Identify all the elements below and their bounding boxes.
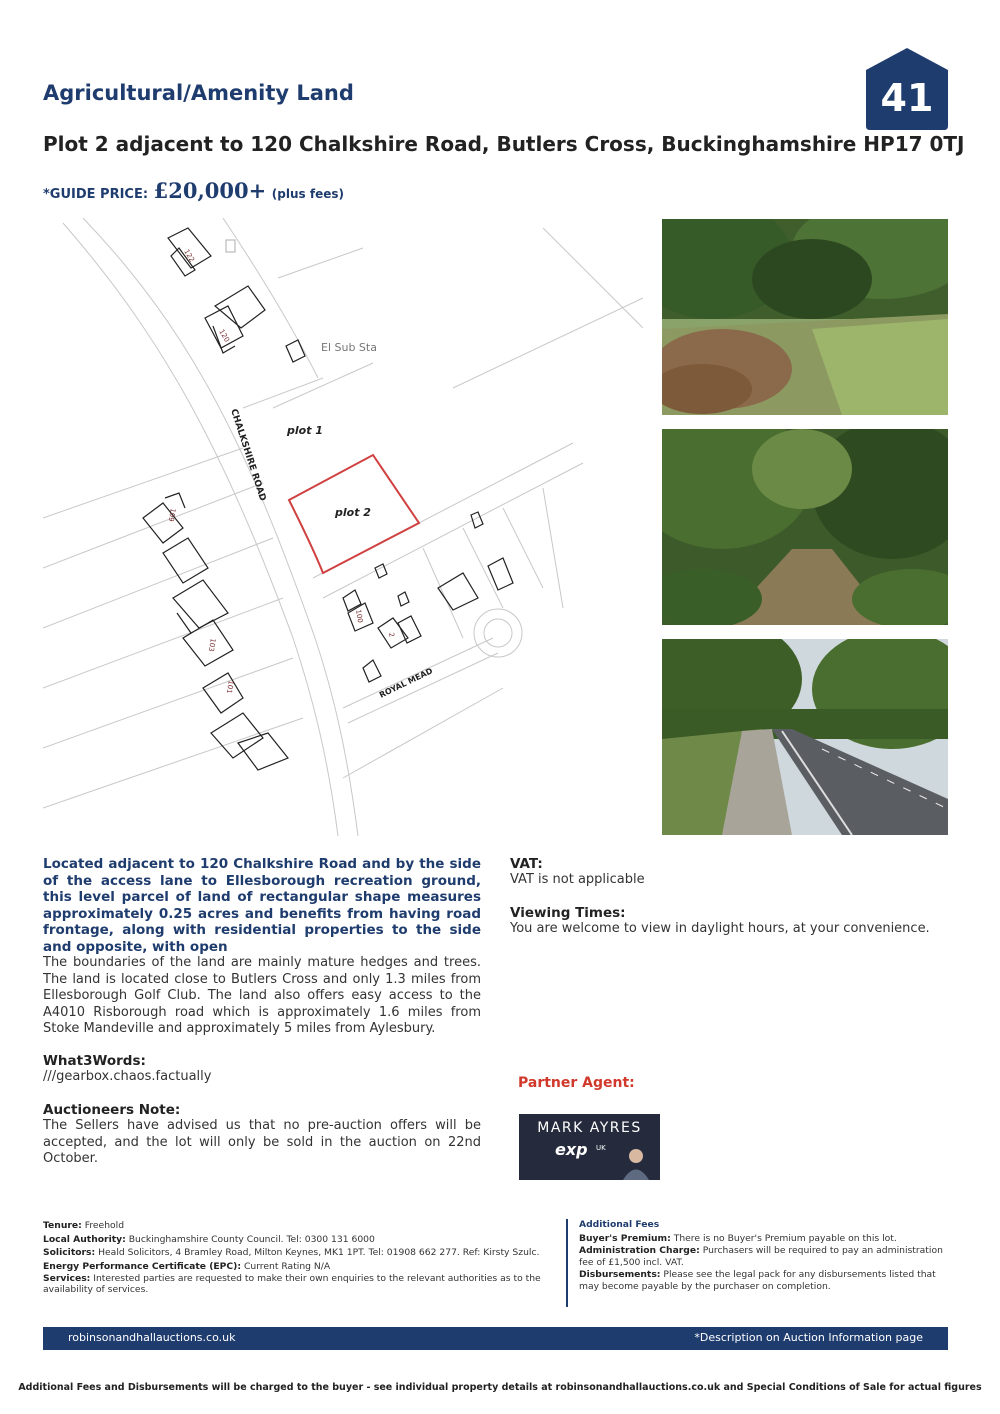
lot-number: 41 (880, 76, 934, 120)
site-plan-map (43, 218, 643, 836)
services-label: Services: (43, 1273, 91, 1284)
agent-portrait-icon (621, 1145, 651, 1180)
lot-number-badge (866, 48, 948, 130)
auctioneers-note-heading: Auctioneers Note: (43, 1102, 181, 1118)
footer-divider (566, 1219, 568, 1307)
fees-title: Additional Fees (579, 1219, 660, 1230)
plot-1-label: plot 1 (287, 424, 323, 437)
additional-fees (579, 1219, 951, 1293)
house-number-109: 109 (166, 507, 177, 523)
road-frontage-photo (662, 639, 948, 835)
house-number-2: 2 (387, 631, 396, 638)
guide-price-amount: £20,000+ (153, 178, 267, 203)
viewing-times-section (510, 905, 950, 938)
admin-value: Purchasers will be required to pay an administration fee of £1,500 incl. VAT. (579, 1245, 943, 1268)
description-note: *Description on Auction Information page (694, 1331, 923, 1344)
house-number-101: 101 (224, 679, 235, 695)
epc-label: Energy Performance Certificate (EPC): (43, 1260, 242, 1272)
authority-label: Local Authority: (43, 1233, 126, 1245)
vat-section (510, 856, 950, 889)
website-link[interactable]: robinsonandhallauctions.co.uk (68, 1331, 236, 1344)
house-number-122: 122 (182, 248, 196, 264)
solicitors-label: Solicitors: (43, 1247, 96, 1258)
plot-2-label: plot 2 (335, 506, 371, 519)
tenure-value: Freehold (84, 1220, 125, 1231)
woodland-path-photo (662, 429, 948, 625)
legal-details (43, 1219, 558, 1295)
auctioneers-note-text: The Sellers have advised us that no pre-auction offers will be accepted, and the lot will only be sold in the auction on 22nd October. (43, 1118, 481, 1166)
disbursements-value: Please see the legal pack for any disbursements listed that may become payable by the purchaser on completion. (579, 1269, 936, 1292)
what3words-heading: What3Words: (43, 1053, 146, 1069)
footer-bar (43, 1327, 948, 1350)
guide-price (43, 178, 344, 203)
solicitors-value: Heald Solicitors, 4 Bramley Road, Milton Keynes, MK1 1PT. Tel: 01908 662 277. Ref: Kirsty Szulc. (98, 1247, 540, 1258)
partner-agent-logo (519, 1114, 660, 1180)
chalkshire-road-label: CHALKSHIRE ROAD (228, 407, 268, 503)
property-category: Agricultural/Amenity Land (43, 81, 354, 105)
vat-heading: VAT: (510, 856, 543, 872)
what3words-section (43, 1053, 481, 1086)
vat-text: VAT is not applicable (510, 872, 645, 887)
logo-brand: exp (555, 1140, 588, 1159)
house-number-120: 120 (217, 328, 231, 344)
guide-price-fees: (plus fees) (271, 187, 344, 201)
epc-value: Current Rating N/A (243, 1260, 331, 1272)
royal-mead-label: ROYAL MEAD (377, 666, 435, 700)
substation-label: El Sub Sta (321, 341, 377, 354)
house-number-100: 100 (354, 608, 365, 624)
disbursements-label: Disbursements: (579, 1269, 661, 1280)
house-number-103: 103 (206, 637, 217, 653)
overgrown-field-photo (662, 219, 948, 415)
what3words-value: ///gearbox.chaos.factually (43, 1069, 212, 1084)
services-value: Interested parties are requested to make their own enquiries to the relevant authorities as to the availability of services. (43, 1273, 541, 1295)
description-lead: Located adjacent to 120 Chalkshire Road and by the side of the access lane to Ellesborough recreation ground, this level parcel of land of rectangular shape measures approximately 0.25 acres and benefits from having road frontage, along with residential properties to the side and opposite, with open (43, 856, 481, 955)
auctioneers-note-section (43, 1102, 481, 1168)
admin-label: Administration Charge: (579, 1245, 700, 1256)
guide-price-label: *GUIDE PRICE: (43, 187, 149, 202)
premium-label: Buyer's Premium: (579, 1233, 671, 1244)
authority-value: Buckinghamshire County Council. Tel: 0300 131 6000 (128, 1233, 375, 1245)
tenure-label: Tenure: (43, 1220, 82, 1231)
partner-agent-title: Partner Agent: (518, 1075, 635, 1091)
bottom-disclaimer: Additional Fees and Disbursements will be charged to the buyer - see individual property details at robinsonandhallauctions.co.uk and Special Conditions of Sale for actual figures (18, 1382, 982, 1393)
property-address: Plot 2 adjacent to 120 Chalkshire Road, Butlers Cross, Buckinghamshire HP17 0TJ (43, 132, 965, 156)
description-paragraph: The boundaries of the land are mainly mature hedges and trees. The land is located close to Butlers Cross and only 1.3 miles from Ellesborough Golf Club. The land also offers easy access to the A4010 Risborough road which is approximately 1.6 miles from Stoke Mandeville and approximately 5 miles from Aylesbury. (43, 955, 481, 1036)
logo-name: MARK AYRES (537, 1120, 642, 1136)
viewing-heading: Viewing Times: (510, 905, 626, 921)
viewing-text: You are welcome to view in daylight hours, at your convenience. (510, 921, 930, 936)
logo-region: UK (596, 1144, 606, 1152)
premium-value: There is no Buyer's Premium payable on this lot. (673, 1233, 897, 1244)
